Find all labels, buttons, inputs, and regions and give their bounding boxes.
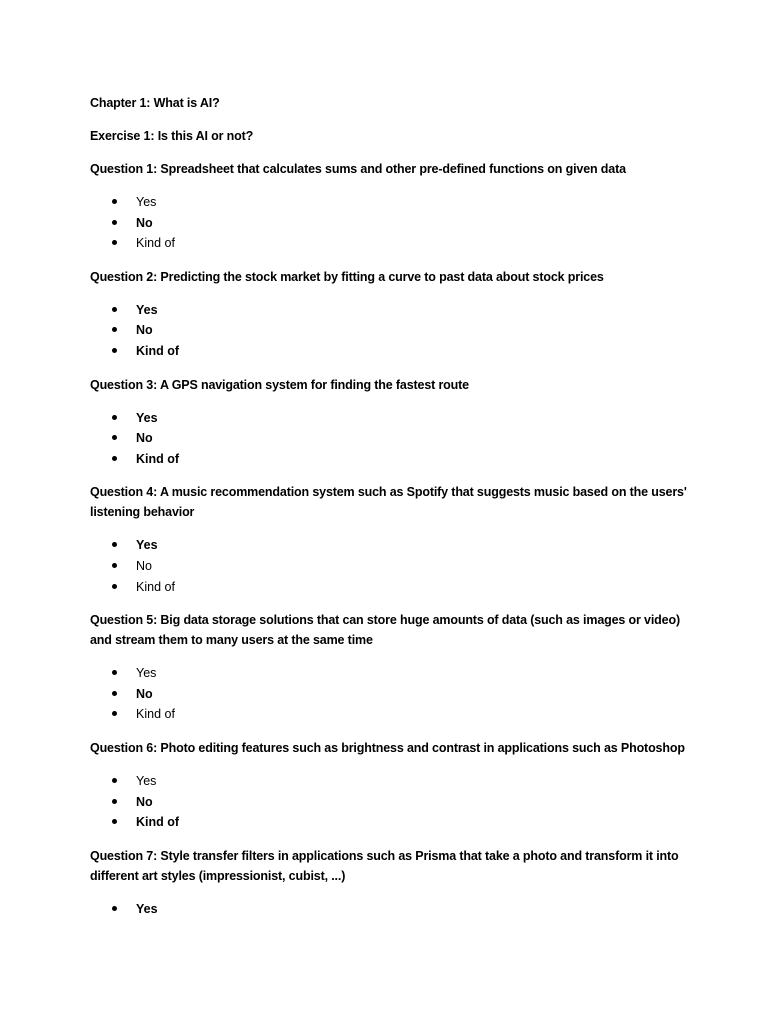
document-page [90, 93, 690, 932]
question-1-text: Question 1: Spreadsheet that calculates sums and other pre-defined functions on given data [90, 162, 626, 176]
bullet-icon [112, 819, 117, 824]
option-no: No [90, 684, 690, 705]
question-1-options [90, 192, 690, 254]
exercise-title: Exercise 1: Is this AI or not? [90, 129, 254, 143]
bullet-icon [112, 415, 117, 420]
bullet-icon [112, 542, 117, 547]
option-yes: Yes [90, 192, 690, 213]
question-3-text: Question 3: A GPS navigation system for finding the fastest route [90, 377, 469, 392]
question-2-options [90, 300, 690, 362]
option-yes: Yes [90, 408, 690, 429]
option-yes: Yes [90, 300, 690, 321]
bullet-icon [112, 906, 117, 911]
option-kind-of: Kind of [90, 449, 690, 470]
option-no: No [90, 556, 690, 577]
option-kind-of: Kind of [90, 812, 690, 833]
bullet-icon [112, 327, 117, 332]
question-4-options [90, 535, 690, 597]
bullet-icon [112, 307, 117, 312]
option-kind-of: Kind of [90, 577, 690, 598]
option-kind-of: Kind of [90, 341, 690, 362]
option-no: No [90, 213, 690, 234]
option-no: No [90, 792, 690, 813]
question-7-options [90, 899, 690, 920]
bullet-icon [112, 240, 117, 245]
question-2-text: Question 2: Predicting the stock market by fitting a curve to past data about stock prices [90, 269, 604, 284]
question-3-options [90, 408, 690, 470]
bullet-icon [112, 435, 117, 440]
option-yes: Yes [90, 535, 690, 556]
option-no: No [90, 428, 690, 449]
bullet-icon [112, 456, 117, 461]
bullet-icon [112, 199, 117, 204]
bullet-icon [112, 348, 117, 353]
chapter-title: Chapter 1: What is AI? [90, 96, 220, 110]
bullet-icon [112, 778, 117, 783]
bullet-icon [112, 584, 117, 589]
bullet-icon [112, 670, 117, 675]
option-kind-of: Kind of [90, 704, 690, 725]
option-no: No [90, 320, 690, 341]
question-4-text: Question 4: A music recommendation system such as Spotify that suggests music based on the users' listening behavior [90, 485, 687, 520]
question-6-options [90, 771, 690, 833]
bullet-icon [112, 220, 117, 225]
question-5-text: Question 5: Big data storage solutions that can store huge amounts of data (such as images or video) and stream them to many users at the same time [90, 613, 680, 648]
bullet-icon [112, 799, 117, 804]
bullet-icon [112, 563, 117, 568]
option-yes: Yes [90, 663, 690, 684]
question-7-text: Question 7: Style transfer filters in applications such as Prisma that take a photo and transform it into different art styles (impressionist, cubist, ...) [90, 848, 679, 883]
bullet-icon [112, 691, 117, 696]
question-5-options [90, 663, 690, 725]
option-kind-of: Kind of [90, 233, 690, 254]
question-6-text: Question 6: Photo editing features such as brightness and contrast in applications such as Photoshop [90, 740, 685, 755]
option-yes: Yes [90, 771, 690, 792]
option-yes: Yes [90, 899, 690, 920]
bullet-icon [112, 711, 117, 716]
